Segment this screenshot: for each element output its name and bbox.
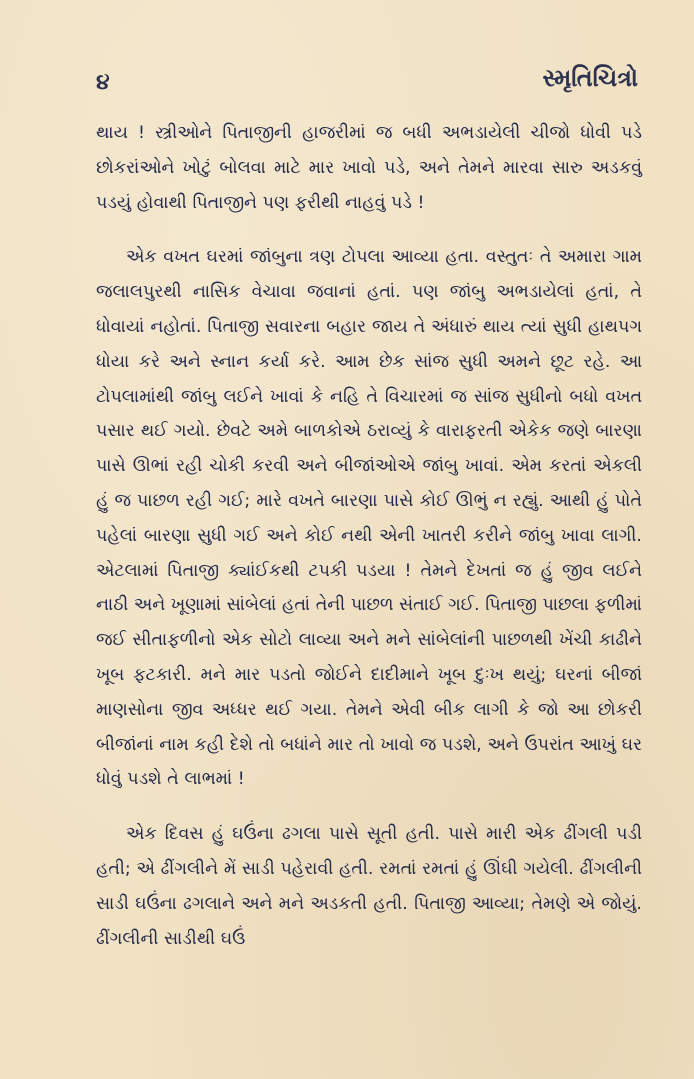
paragraph-1: થાય ! સ્ત્રીઓને પિતાજીની હાજરીમાં જ બધી અભડાયેલી ચીજો ધોવી પડે છોકરાંઓને ખોટું બોલવા માટે માર ખાવો પડે, અને તેમને મારવા સારુ અડકવું પડયું હોવાથી પિતાજીને પણ ફરીથી નાહવું પડે ! <box>96 123 642 213</box>
page-number: ૪ <box>96 70 110 95</box>
paragraph-3: એક દિવસ હું ઘઉંના ઢગલા પાસે સૂતી હતી. પાસે મારી એક ઢીંગલી પડી હતી; એ ઢીંગલીને મેં સાડી પહેરાવી હતી. રમતાં રમતાં હું ઊંઘી ગયેલી. ઢીંગલીની સાડી ઘઉંના ઢગલાને અને મને અડકતી હતી. પિતાજી આવ્યા; તેમણે એ જોયું. ઢીંગલીની સાડીથી ઘઉં <box>96 824 642 949</box>
body-text <box>96 116 642 956</box>
paragraph-2: એક વખત ઘરમાં જાંબુના ત્રણ ટોપલા આવ્યા હતા. વસ્તુતઃ તે અમારા ગામ જલાલપુરથી નાસિક વેચાવા જવાનાં હતાં. પણ જાંબુ અભડાયેલાં હતાં, તે ધોવાયાં નહોતાં. પિતાજી સવારના બહાર જાય તે અંધારું થાય ત્યાં સુધી હાથપગ ધોયા કરે અને સ્નાન કર્યા કરે. આમ છેક સાંજ સુધી અમને છૂટ રહે. આ ટોપલામાંથી જાંબુ લઈને ખાવાં કે નહિ તે વિચારમાં જ સાંજ સુધીનો બધો વખત પસાર થઈ ગયો. છેવટે અમે બાળકોએ ઠરાવ્યું કે વારાફરતી એકેક જણે બારણા પાસે ઊભાં રહી ચોકી કરવી અને બીજાંઓએ જાંબુ ખાવાં. એમ કરતાં એકલી હું જ પાછળ રહી ગઈ; મારે વખતે બારણા પાસે કોઈ ઊભું ન રહ્યું. આથી હું પોતે પહેલાં બારણા સુધી ગઈ અને કોઈ નથી એની ખાતરી કરીને જાંબુ ખાવા લાગી. એટલામાં પિતાજી ક્યાંઈકથી ટપકી પડયા ! તેમને દેખતાં જ હું જીવ લઈને નાઠી અને ખૂણામાં સાંબેલાં હતાં તેની પાછળ સંતાઈ ગઈ. પિતાજી પાછલા ફળીમાં જઈ સીતાફળીનો એક સોટો લાવ્યા અને મને સાંબેલાંની પાછળથી ખેંચી કાઢીને ખૂબ ફટકારી. મને માર પડતો જોઈને દાદીમાને ખૂબ દુઃખ થયું; ઘરનાં બીજાં માણસોના જીવ અધ્ધર થઈ ગયા. તેમને એવી બીક લાગી કે જો આ છોકરી બીજાંનાં નામ કહી દેશે તો બધાંને માર તો ખાવો જ પડશે, અને ઉપરાંત આખું ઘર ધોવું પડશે તે લાભમાં ! <box>96 247 642 790</box>
running-title: સ્મૃતિચિત્રો <box>542 64 638 92</box>
page-header <box>96 64 638 104</box>
